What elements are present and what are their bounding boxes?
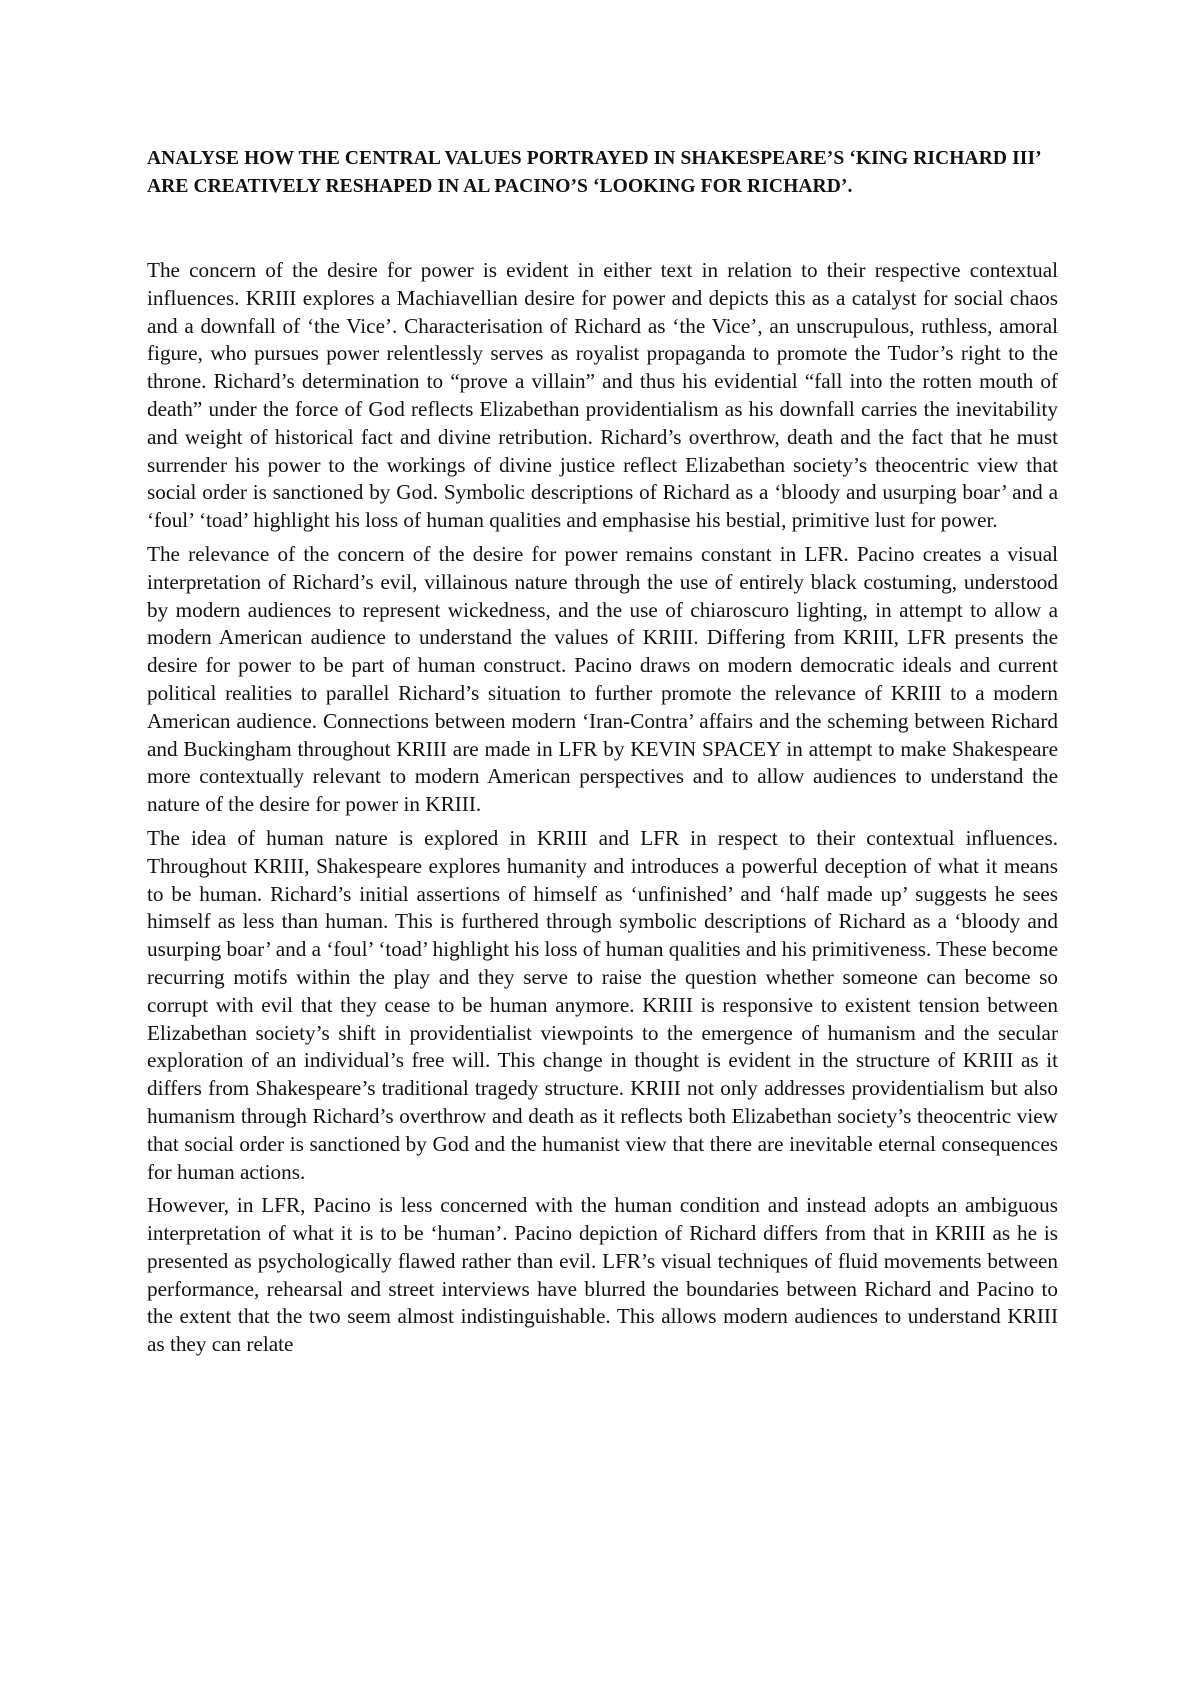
essay-title: ANALYSE HOW THE CENTRAL VALUES PORTRAYED IN SHAKESPEARE’S ‘KING RICHARD III’ ARE CREATIVELY RESHAPED IN AL PACINO’S ‘LOOKING FOR RICHARD’. xyxy=(147,148,1041,197)
paragraph-relevance-in-lfr: The relevance of the concern of the desire for power remains constant in LFR. Pacino creates a visual interpretation of Richard’s evil, villainous nature through the use of entirely black costuming, understood by modern audiences to represent wickedness, and the use of chiaroscuro lighting, in attempt to allow a modern American audience to understand the values of KRIII. Differing from KRIII, LFR presents the desire for power to be part of human construct. Pacino draws on modern democratic ideals and current political realities to parallel Richard’s situation to further promote the relevance of KRIII to a modern American audience. Connections between modern ‘Iran-Contra’ affairs and the scheming between Richard and Buckingham throughout KRIII are made in LFR by KEVIN SPACEY in attempt to make Shakespeare more contextually relevant to modern American perspectives and to allow audiences to understand the nature of the desire for power in KRIII. xyxy=(147,541,1058,817)
paragraph-human-condition-lfr: However, in LFR, Pacino is less concerned with the human condition and instead adopts an ambiguous interpretation of what it is to be ‘human’. Pacino depiction of Richard differs from that in KRIII as he is presented as psychologically flawed rather than evil. LFR’s visual techniques of fluid movements between performance, rehearsal and street interviews have blurred the boundaries between Richard and Pacino to the extent that the two seem almost indistinguishable. This allows modern audiences to understand KRIII as they can relate xyxy=(147,1193,1058,1357)
document-content xyxy=(147,145,1058,1365)
paragraph-human-nature: The idea of human nature is explored in KRIII and LFR in respect to their contextual influences. Throughout KRIII, Shakespeare explores humanity and introduces a powerful deception of what it means to be human. Richard’s initial assertions of himself as ‘unfinished’ and ‘half made up’ suggests he sees himself as less than human. This is furthered through symbolic descriptions of Richard as a ‘bloody and usurping boar’ and a ‘foul’ ‘toad’ highlight his loss of human qualities and his primitiveness. These become recurring motifs within the play and they serve to raise the question whether someone can become so corrupt with evil that they cease to be human anymore. KRIII is responsive to existent tension between Elizabethan society’s shift in providentialist viewpoints to the emergence of humanism and the secular exploration of an individual’s free will. This change in thought is evident in the structure of KRIII as it differs from Shakespeare’s traditional tragedy structure. KRIII not only addresses providentialism but also humanism through Richard’s overthrow and death as it reflects both Elizabethan society’s theocentric view that social order is sanctioned by God and the humanist view that there are inevitable eternal consequences for human actions. xyxy=(147,825,1058,1184)
essay-body xyxy=(147,257,1058,1359)
paragraph-desire-for-power: The concern of the desire for power is evident in either text in relation to their respective contextual influences. KRIII explores a Machiavellian desire for power and depicts this as a catalyst for social chaos and a downfall of ‘the Vice’. Characterisation of Richard as ‘the Vice’, an unscrupulous, ruthless, amoral figure, who pursues power relentlessly serves as royalist propaganda to promote the Tudor’s right to the throne. Richard’s determination to “prove a villain” and thus his evidential “fall into the rotten mouth of death” under the force of God reflects Elizabethan providentialism as his downfall carries the inevitability and weight of historical fact and divine retribution. Richard’s overthrow, death and the fact that he must surrender his power to the workings of divine justice reflect Elizabethan society’s theocentric view that social order is sanctioned by God. Symbolic descriptions of Richard as a ‘bloody and usurping boar’ and a ‘foul’ ‘toad’ highlight his loss of human qualities and emphasise his bestial, primitive lust for power. xyxy=(147,258,1058,533)
